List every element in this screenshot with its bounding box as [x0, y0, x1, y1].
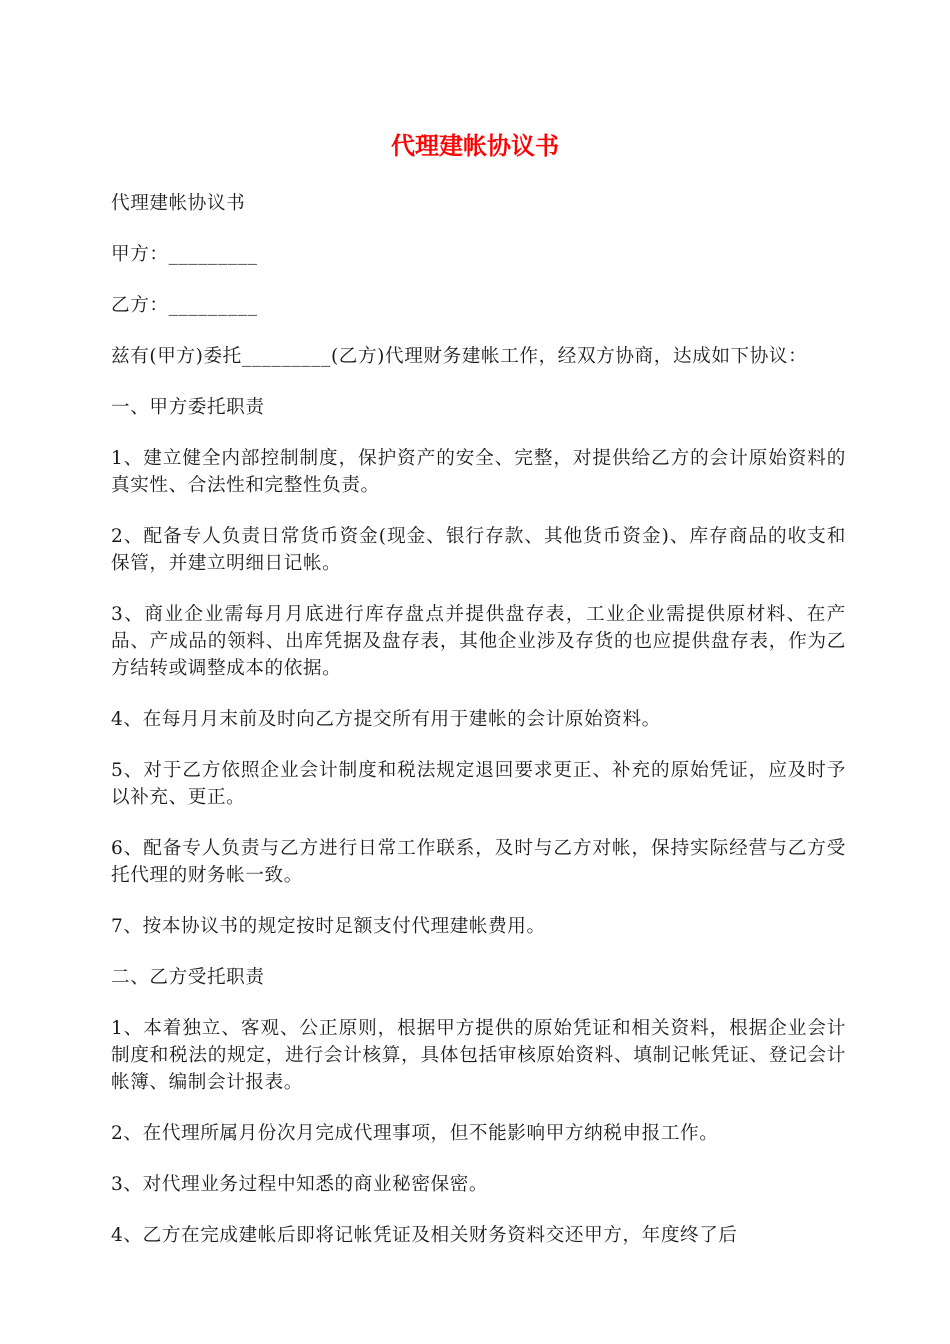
clause-paragraph: 7、按本协议书的规定按时足额支付代理建帐费用。	[111, 916, 546, 937]
clause-paragraph: 3、商业企业需每月月底进行库存盘点并提供盘存表，工业企业需提供原材料、在产品、产成品的领料、出库凭据及盘存表，其他企业涉及存货的也应提供盘存表，作为乙方结转或调整成本的依据。	[111, 604, 846, 679]
clause-paragraph: 1、建立健全内部控制制度，保护资产的安全、完整，对提供给乙方的会计原始资料的真实性、合法性和完整性负责。	[111, 448, 846, 496]
clause-paragraph: 6、配备专人负责与乙方进行日常工作联系，及时与乙方对帐，保持实际经营与乙方受托代理的财务帐一致。	[111, 838, 846, 886]
party-a-line: 甲方：_________	[111, 244, 258, 265]
clause-paragraph: 4、在每月月末前及时向乙方提交所有用于建帐的会计原始资料。	[111, 709, 661, 730]
document-body	[111, 190, 846, 1273]
clause-paragraph: 3、对代理业务过程中知悉的商业秘密保密。	[111, 1174, 489, 1195]
paragraph-heading: 代理建帐协议书	[111, 193, 246, 214]
clause-paragraph: 2、配备专人负责日常货币资金(现金、银行存款、其他货币资金)、库存商品的收支和保管，并建立明细日记帐。	[111, 526, 846, 574]
party-b-line: 乙方：_________	[111, 295, 258, 316]
document-title: 代理建帐协议书	[391, 132, 559, 160]
preamble-paragraph: 兹有(甲方)委托_________(乙方)代理财务建帐工作，经双方协商，达成如下协议：	[111, 346, 808, 367]
clause-paragraph: 1、本着独立、客观、公正原则，根据甲方提供的原始凭证和相关资料，根据企业会计制度和税法的规定，进行会计核算，具体包括审核原始资料、填制记帐凭证、登记会计帐簿、编制会计报表。	[111, 1018, 846, 1093]
section-heading-party-a: 一、甲方委托职责	[111, 397, 265, 418]
clause-paragraph: 5、对于乙方依照企业会计制度和税法规定退回要求更正、补充的原始凭证，应及时予以补充、更正。	[111, 760, 846, 808]
section-heading-party-b: 二、乙方受托职责	[111, 967, 265, 988]
clause-paragraph: 2、在代理所属月份次月完成代理事项，但不能影响甲方纳税申报工作。	[111, 1123, 719, 1144]
clause-paragraph: 4、乙方在完成建帐后即将记帐凭证及相关财务资料交还甲方，年度终了后	[111, 1225, 738, 1246]
